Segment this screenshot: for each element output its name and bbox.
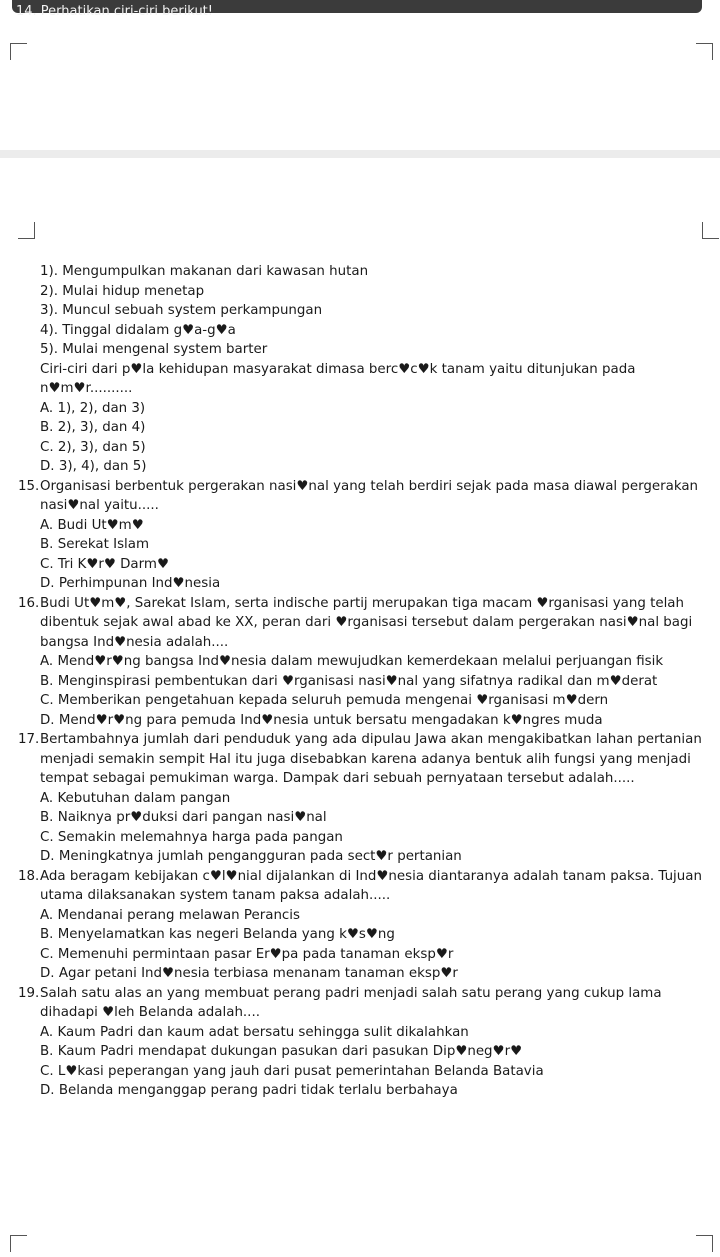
q14-option-d: D. 3), 4), dan 5) <box>40 459 147 474</box>
question-stem: Salah satu alas an yang membuat perang padri menjadi salah satu perang yang cukup lama dihadapi ♥leh Belanda adalah.... <box>40 985 662 1020</box>
frame-corner <box>10 43 27 60</box>
q14-option-c: C. 2), 3), dan 5) <box>40 439 146 455</box>
question-number: 19. <box>18 985 40 1001</box>
question-18 <box>18 867 708 906</box>
question-stem: Bertambahnya jumlah dari penduduk yang ada dipulau Jawa akan mengakibatkan lahan pertanian menjadi semakin sempit Hal itu juga disebabkan karena adanya bentuk alih fungsi yang menjadi tempat sebagai pemukiman warga. Dampak dari sebuah pernyataan tersebut adalah..... <box>40 732 702 786</box>
q18-option-c: C. Memenuhi permintaan pasar Er♥pa pada tanaman eksp♥r <box>40 946 454 962</box>
question-stem: Organisasi berbentuk pergerakan nasi♥nal yang telah berdiri sejak pada masa diawal pergerakan nasi♥nal yaitu..... <box>40 478 699 513</box>
q16-option-b: B. Menginspirasi pembentukan dari ♥rganisasi nasi♥nal yang sifatnya radikal dan m♥derat <box>40 673 658 689</box>
q19-option-a: A. Kaum Padri dan kaum adat bersatu sehingga sulit dikalahkan <box>40 1024 469 1040</box>
q17-option-b: B. Naiknya pr♥duksi dari pangan nasi♥nal <box>40 810 327 825</box>
q16-option-a: A. Mend♥r♥ng bangsa Ind♥nesia dalam mewujudkan kemerdekaan melalui perjuangan fisik <box>40 654 664 669</box>
question-number: 15. <box>18 478 40 494</box>
question-stem: Budi Ut♥m♥, Sarekat Islam, serta indische partij merupakan tiga macam ♥rganisasi yang telah dibentuk sejak awal abad ke XX, peran dari ♥rganisasi tersebut dalam pergerakan nasi♥nal bagi bangsa Ind♥nesia adalah.... <box>40 595 693 650</box>
q16-option-c: C. Memberikan pengetahuan kepada seluruh pemuda mengenai ♥rganisasi m♥dern <box>40 693 609 708</box>
frame-corner <box>696 43 713 60</box>
q15-option-d: D. Perhimpunan Ind♥nesia <box>40 576 221 591</box>
q15-option-b: B. Serekat Islam <box>40 537 150 552</box>
q18-option-b: B. Menyelamatkan kas negeri Belanda yang k♥s♥ng <box>40 927 395 942</box>
question-number: 18. <box>18 868 40 884</box>
question-19 <box>18 984 708 1023</box>
frame-corner <box>10 1235 27 1252</box>
q14-option-b: B. 2), 3), dan 4) <box>40 420 146 435</box>
q17-option-c: C. Semakin melemahnya harga pada pangan <box>40 829 343 845</box>
list-item: 5). Mulai mengenal system barter <box>40 342 268 357</box>
list-item: 4). Tinggal didalam g♥a-g♥a <box>40 322 236 338</box>
q19-option-c: C. L♥kasi peperangan yang jauh dari pusat pemerintahan Belanda Batavia <box>40 1063 544 1079</box>
q17-option-d: D. Meningkatnya jumlah pengangguran pada sect♥r pertanian <box>40 849 462 864</box>
q14-option-a: A. 1), 2), dan 3) <box>40 400 146 416</box>
q19-option-b: B. Kaum Padri mendapat dukungan pasukan dari pasukan Dip♥neg♥r♥ <box>40 1044 523 1059</box>
page-divider <box>0 150 720 158</box>
q18-option-a: A. Mendanai perang melawan Perancis <box>40 907 300 923</box>
list-item: 3). Muncul sebuah system perkampungan <box>40 303 323 318</box>
q17-option-a: A. Kebutuhan dalam pangan <box>40 790 231 806</box>
question-16 <box>18 594 708 653</box>
worksheet-content <box>18 262 708 1101</box>
frame-corner <box>702 222 719 239</box>
question-17 <box>18 730 708 789</box>
list-item: 1). Mengumpulkan makanan dari kawasan hutan <box>40 264 369 279</box>
question-number: 17. <box>18 732 40 747</box>
frame-corner <box>696 1235 713 1252</box>
list-item: 2). Mulai hidup menetap <box>40 283 205 299</box>
frame-corner <box>18 222 35 239</box>
question-number: 16. <box>18 595 40 611</box>
q14-title: 14. Perhatikan ciri-ciri berikut! <box>16 4 213 19</box>
q19-option-d: D. Belanda menganggap perang padri tidak terlalu berbahaya <box>40 1083 458 1098</box>
question-stem: Ada beragam kebijakan c♥l♥nial dijalankan di Ind♥nesia diantaranya adalah tanam paksa. Tujuan utama dilaksanakan system tanam paksa adalah..... <box>40 868 702 903</box>
q15-option-c: C. Tri K♥r♥ Darm♥ <box>40 556 169 572</box>
q16-option-d: D. Mend♥r♥ng para pemuda Ind♥nesia untuk bersatu mengadakan k♥ngres muda <box>40 712 603 728</box>
q18-option-d: D. Agar petani Ind♥nesia terbiasa menanam tanaman eksp♥r <box>40 966 458 981</box>
question-15 <box>18 477 708 516</box>
q14-stem: Ciri-ciri dari p♥la kehidupan masyarakat dimasa berc♥c♥k tanam yaitu ditunjukan pada n♥m♥r.......... <box>40 361 636 396</box>
q15-option-a: A. Budi Ut♥m♥ <box>40 517 144 533</box>
